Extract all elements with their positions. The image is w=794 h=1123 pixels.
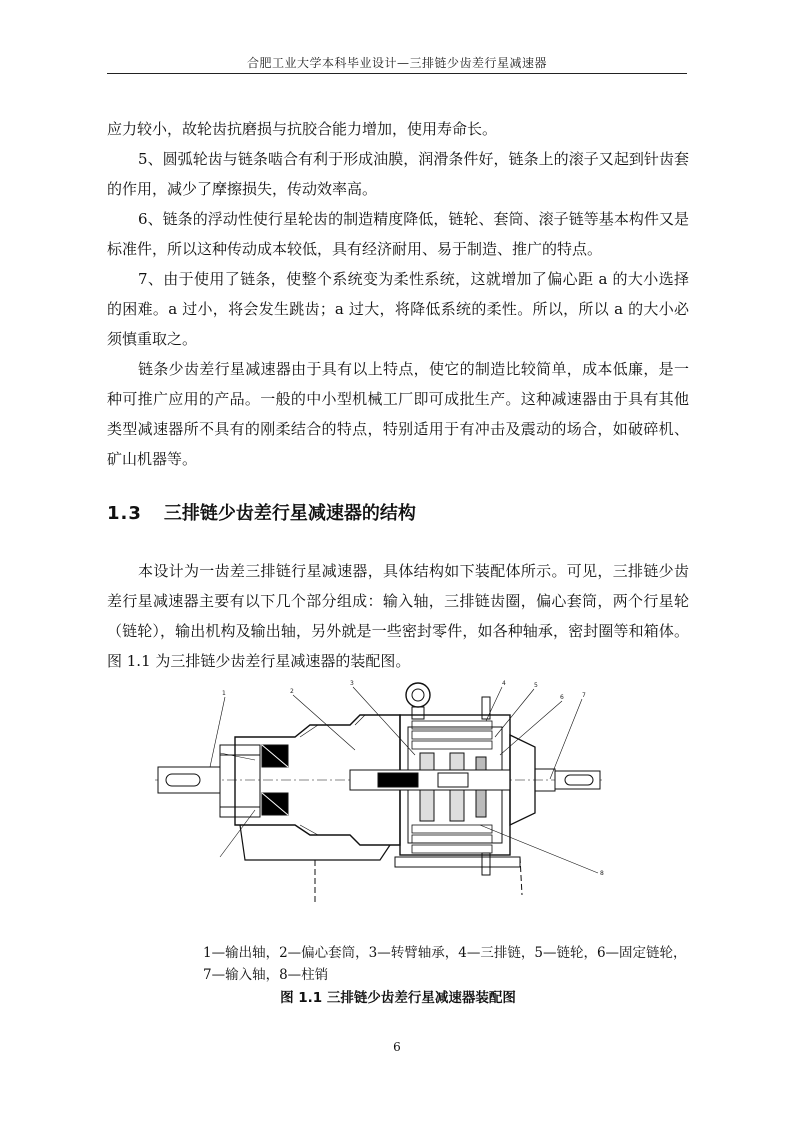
assembly-drawing-svg	[150, 675, 610, 915]
part-label: 8	[600, 870, 604, 877]
paragraph: 6、链条的浮动性使行星轮齿的制造精度降低，链轮、套筒、滚子链等基本构件又是标准件，所以这种传动成本较低，具有经济耐用、易于制造、推广的特点。	[107, 210, 689, 258]
paragraph: 5、圆弧轮齿与链条啮合有利于形成油膜，润滑条件好，链条上的滚子又起到针齿套的作用，减少了摩擦损失，传动效率高。	[107, 150, 689, 198]
part-label: 6	[560, 694, 564, 701]
section-number: 1.3	[107, 503, 142, 524]
section-title: 三排链少齿差行星减速器的结构	[163, 503, 416, 524]
paragraph: 应力较小，故轮齿抗磨损与抗胶合能力增加，使用寿命长。	[107, 120, 498, 138]
figure-legend	[203, 942, 693, 986]
legend-line: 1—输出轴，2—偏心套筒，3—转臂轴承，4—三排链，5—链轮，6—固定链轮，	[203, 945, 687, 961]
figure-caption: 图 1.1 三排链少齿差行星减速器装配图	[280, 990, 516, 1006]
legend-line: 7—输入轴，8—柱销	[203, 967, 329, 983]
paragraph: 7、由于使用了链条，使整个系统变为柔性系统，这就增加了偏心距 a 的大小选择的困难。a 过小，将会发生跳齿；a 过大，将降低系统的柔性。所以，所以 a 的大小必须慎重取之。	[107, 270, 689, 348]
part-label: 7	[582, 692, 586, 699]
body-text-top	[107, 114, 689, 474]
body-text-section	[107, 556, 689, 676]
paragraph: 链条少齿差行星减速器由于具有以上特点，使它的制造比较简单，成本低廉，是一种可推广应用的产品。一般的中小型机械工厂即可成批生产。这种减速器由于具有其他类型减速器所不具有的刚柔结合的特点，特别适用于有冲击及震动的场合，如破碎机、矿山机器等。	[107, 360, 689, 468]
part-label: 1	[222, 690, 226, 697]
page-number: 6	[393, 1040, 401, 1054]
part-label: 3	[350, 680, 354, 687]
part-label: 2	[290, 688, 294, 695]
paragraph: 本设计为一齿差三排链行星减速器，具体结构如下装配体所示。可见，三排链少齿差行星减速器主要有以下几个部分组成：输入轴，三排链齿圈，偏心套筒，两个行星轮（链轮），输出机构及输出轴，另外就是一些密封零件，如各种轴承，密封圈等和箱体。图 1.1 为三排链少齿差行星减速器的装配图。	[107, 562, 689, 670]
page-header: 合肥工业大学本科毕业设计—三排链少齿差行星减速器	[246, 56, 547, 70]
section-heading	[107, 499, 416, 525]
assembly-drawing	[150, 675, 610, 915]
header-rule	[107, 73, 687, 74]
part-label: 5	[534, 682, 538, 689]
part-label: 4	[502, 680, 506, 687]
